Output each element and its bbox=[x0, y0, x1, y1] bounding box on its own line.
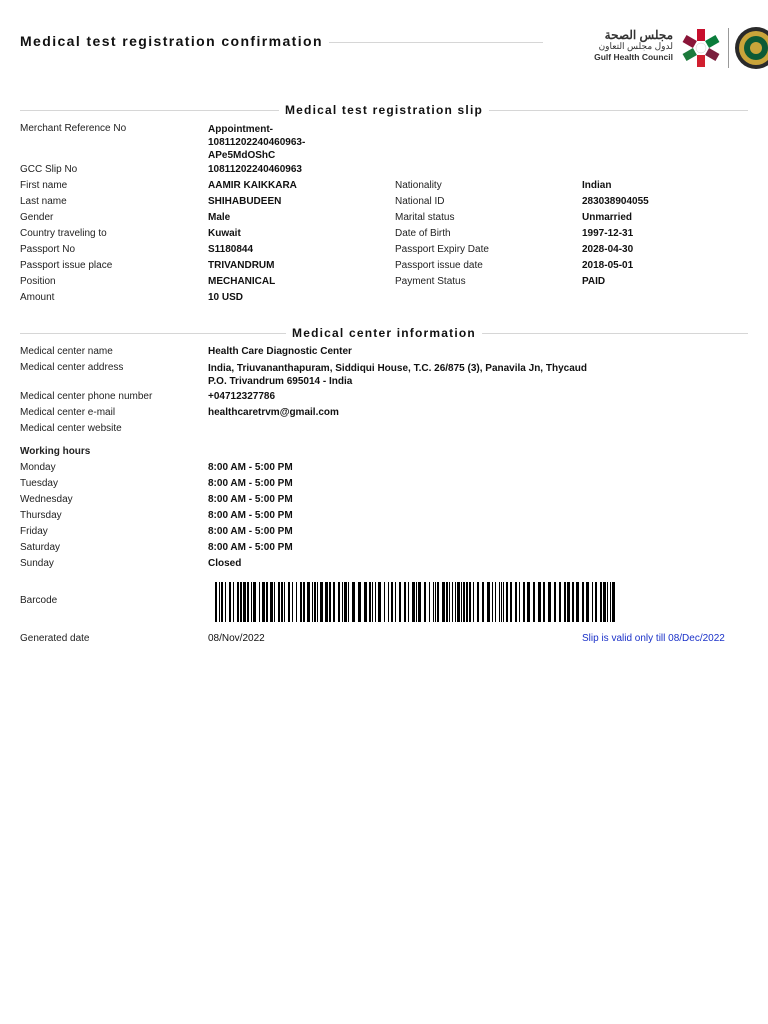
logo-text bbox=[573, 30, 673, 63]
barcode-bar bbox=[429, 582, 430, 622]
barcode-bar bbox=[487, 582, 490, 622]
gcc-slip-label: GCC Slip No bbox=[20, 164, 78, 175]
barcode-bar bbox=[501, 582, 502, 622]
barcode-bar bbox=[388, 582, 389, 622]
barcode-bar bbox=[418, 582, 421, 622]
day-label: Saturday bbox=[20, 542, 61, 553]
passport-no-label: Passport No bbox=[20, 244, 76, 255]
marital-status-value: Unmarried bbox=[582, 212, 633, 223]
barcode-bar bbox=[369, 582, 371, 622]
barcode-bar bbox=[251, 582, 252, 622]
barcode-bar bbox=[259, 582, 260, 622]
barcode-bar bbox=[533, 582, 535, 622]
row-day bbox=[20, 558, 748, 574]
barcode-bar bbox=[612, 582, 615, 622]
row-day bbox=[20, 542, 748, 558]
row-day bbox=[20, 478, 748, 494]
barcode-bar bbox=[473, 582, 474, 622]
barcode-bar bbox=[466, 582, 468, 622]
barcode-bar bbox=[600, 582, 602, 622]
barcode-image bbox=[215, 582, 615, 622]
row-day bbox=[20, 526, 748, 542]
row-center-name bbox=[20, 346, 748, 362]
gulf-health-council-logo bbox=[548, 22, 748, 72]
last-name-value: SHIHABUDEEN bbox=[208, 196, 282, 207]
day-label: Sunday bbox=[20, 558, 54, 569]
generated-date-value: 08/Nov/2022 bbox=[208, 633, 265, 644]
day-label: Friday bbox=[20, 526, 48, 537]
day-hours: 8:00 AM - 5:00 PM bbox=[208, 542, 293, 553]
barcode-bar bbox=[253, 582, 256, 622]
center-name-value: Health Care Diagnostic Center bbox=[208, 346, 352, 357]
payment-status-value: PAID bbox=[582, 276, 606, 287]
barcode-bar bbox=[495, 582, 496, 622]
barcode-bar bbox=[506, 582, 508, 622]
day-hours: 8:00 AM - 5:00 PM bbox=[208, 526, 293, 537]
row-center-website bbox=[20, 423, 748, 439]
barcode-bar bbox=[477, 582, 479, 622]
passport-issue-date-label: Passport issue date bbox=[395, 260, 483, 271]
barcode-bar bbox=[572, 582, 574, 622]
barcode-bar bbox=[284, 582, 285, 622]
barcode-bar bbox=[296, 582, 297, 622]
center-email-label: Medical center e-mail bbox=[20, 407, 116, 418]
barcode-bar bbox=[292, 582, 293, 622]
barcode-bar bbox=[457, 582, 460, 622]
barcode-bar bbox=[399, 582, 401, 622]
nationality-label: Nationality bbox=[395, 180, 442, 191]
row-last-name bbox=[20, 196, 748, 212]
barcode-bar bbox=[510, 582, 512, 622]
barcode-bar bbox=[221, 582, 223, 622]
barcode-bar bbox=[372, 582, 373, 622]
barcode-bar bbox=[554, 582, 556, 622]
barcode-bar bbox=[378, 582, 381, 622]
barcode-bar bbox=[610, 582, 611, 622]
row-center-address bbox=[20, 362, 748, 390]
barcode-bar bbox=[384, 582, 385, 622]
row-day bbox=[20, 462, 748, 478]
row-center-email bbox=[20, 407, 748, 423]
row-country bbox=[20, 228, 748, 244]
barcode-bar bbox=[344, 582, 347, 622]
barcode-bar bbox=[278, 582, 280, 622]
barcode-bar bbox=[442, 582, 445, 622]
barcode-bar bbox=[452, 582, 453, 622]
amount-value: 10 USD bbox=[208, 292, 244, 303]
marital-status-label: Marital status bbox=[395, 212, 455, 223]
barcode-bar bbox=[595, 582, 597, 622]
passport-issue-date-value: 2018-05-01 bbox=[582, 260, 634, 271]
barcode-bar bbox=[424, 582, 426, 622]
barcode-bar bbox=[348, 582, 349, 622]
barcode-bar bbox=[312, 582, 313, 622]
row-merchant-ref bbox=[20, 123, 748, 163]
barcode-bar bbox=[469, 582, 471, 622]
logo-arabic-line1: مجلس الصحة bbox=[604, 28, 673, 42]
day-label: Wednesday bbox=[20, 494, 73, 505]
row-day bbox=[20, 494, 748, 510]
barcode-bar bbox=[515, 582, 517, 622]
barcode-bar bbox=[243, 582, 246, 622]
barcode-bar bbox=[449, 582, 450, 622]
barcode-bar bbox=[416, 582, 417, 622]
page-header bbox=[20, 22, 748, 72]
center-phone-value: +04712327786 bbox=[208, 391, 276, 402]
row-position bbox=[20, 276, 748, 292]
passport-expiry-value: 2028-04-30 bbox=[582, 244, 634, 255]
barcode-bar bbox=[237, 582, 239, 622]
working-hours-label: Working hours bbox=[20, 446, 91, 457]
last-name-label: Last name bbox=[20, 196, 67, 207]
barcode-bar bbox=[455, 582, 456, 622]
barcode-bar bbox=[492, 582, 493, 622]
barcode-bar bbox=[270, 582, 273, 622]
barcode-bar bbox=[603, 582, 606, 622]
barcode-bar bbox=[499, 582, 500, 622]
position-label: Position bbox=[20, 276, 56, 287]
barcode-bar bbox=[391, 582, 393, 622]
barcode-bar bbox=[519, 582, 520, 622]
passport-place-value: TRIVANDRUM bbox=[208, 260, 275, 271]
barcode-bar bbox=[538, 582, 541, 622]
center-address-value: India, Triuvananthapuram, Siddiqui House, T.C. 26/875 (3), Panavila Jn, Thycaud P.O. Trivandrum 695014 - India bbox=[208, 363, 587, 387]
barcode-bar bbox=[412, 582, 415, 622]
national-id-value: 283038904055 bbox=[582, 196, 649, 207]
barcode-bar bbox=[247, 582, 249, 622]
logo-arabic-line2: لدول مجلس التعاون bbox=[598, 41, 673, 51]
barcode-bar bbox=[435, 582, 436, 622]
country-value: Kuwait bbox=[208, 228, 241, 239]
center-section-title: Medical center information bbox=[286, 326, 482, 340]
barcode-bar bbox=[548, 582, 551, 622]
barcode-bar bbox=[266, 582, 268, 622]
barcode-bar bbox=[215, 582, 217, 622]
slip-section-title: Medical test registration slip bbox=[279, 103, 489, 117]
day-hours: 8:00 AM - 5:00 PM bbox=[208, 462, 293, 473]
barcode-bar bbox=[395, 582, 396, 622]
merchant-ref-value: Appointment-10811202240460963-APe5MdOShC bbox=[208, 124, 306, 161]
barcode-bar bbox=[586, 582, 589, 622]
position-value: MECHANICAL bbox=[208, 276, 276, 287]
barcode-bar bbox=[320, 582, 323, 622]
barcode-bar bbox=[559, 582, 561, 622]
barcode-bar bbox=[503, 582, 504, 622]
day-label: Tuesday bbox=[20, 478, 58, 489]
dob-value: 1997-12-31 bbox=[582, 228, 634, 239]
barcode-bar bbox=[404, 582, 406, 622]
barcode-bar bbox=[333, 582, 335, 622]
center-name-label: Medical center name bbox=[20, 346, 113, 357]
center-website-label: Medical center website bbox=[20, 423, 122, 434]
barcode-bar bbox=[303, 582, 305, 622]
day-hours: 8:00 AM - 5:00 PM bbox=[208, 510, 293, 521]
amount-label: Amount bbox=[20, 292, 55, 303]
center-section-header bbox=[20, 326, 748, 340]
gcc-slip-value: 10811202240460963 bbox=[208, 164, 302, 175]
barcode-bar bbox=[564, 582, 566, 622]
barcode-bar bbox=[314, 582, 316, 622]
day-hours: 8:00 AM - 5:00 PM bbox=[208, 494, 293, 505]
generated-date-label: Generated date bbox=[20, 633, 90, 644]
barcode-bar bbox=[463, 582, 465, 622]
barcode-bar bbox=[375, 582, 376, 622]
barcode-bar bbox=[288, 582, 290, 622]
barcode-bar bbox=[262, 582, 265, 622]
barcode-bar bbox=[342, 582, 343, 622]
row-generated-date bbox=[20, 633, 748, 649]
dob-label: Date of Birth bbox=[395, 228, 451, 239]
barcode-bar bbox=[523, 582, 525, 622]
barcode-bar bbox=[592, 582, 593, 622]
barcode-bar bbox=[329, 582, 331, 622]
barcode-bar bbox=[233, 582, 234, 622]
barcode-bar bbox=[325, 582, 328, 622]
barcode-bar bbox=[240, 582, 242, 622]
passport-place-label: Passport issue place bbox=[20, 260, 113, 271]
barcode-bar bbox=[437, 582, 439, 622]
row-working-hours-heading bbox=[20, 446, 748, 462]
row-gender bbox=[20, 212, 748, 228]
national-id-label: National ID bbox=[395, 196, 445, 207]
gcc-seal-icon bbox=[734, 26, 768, 70]
passport-expiry-label: Passport Expiry Date bbox=[395, 244, 489, 255]
center-phone-label: Medical center phone number bbox=[20, 391, 153, 402]
passport-no-value: S1180844 bbox=[208, 244, 254, 255]
row-center-phone bbox=[20, 391, 748, 407]
barcode-bar bbox=[219, 582, 220, 622]
day-hours: Closed bbox=[208, 558, 242, 569]
validity-note: Slip is valid only till 08/Dec/2022 bbox=[582, 633, 725, 644]
barcode-bar bbox=[338, 582, 340, 622]
row-day bbox=[20, 510, 748, 526]
slip-section-header bbox=[20, 103, 748, 117]
logo-separator bbox=[728, 28, 729, 68]
day-label: Monday bbox=[20, 462, 56, 473]
barcode-bar bbox=[364, 582, 367, 622]
barcode-bar bbox=[300, 582, 302, 622]
logo-english: Gulf Health Council bbox=[594, 52, 673, 62]
barcode-bar bbox=[317, 582, 318, 622]
gcc-flags-emblem-icon bbox=[680, 27, 722, 69]
barcode-bar bbox=[274, 582, 275, 622]
country-label: Country traveling to bbox=[20, 228, 107, 239]
barcode-bar bbox=[527, 582, 530, 622]
barcode-bar bbox=[229, 582, 231, 622]
row-first-name bbox=[20, 180, 748, 196]
row-passport-place bbox=[20, 260, 748, 276]
barcode-bar bbox=[461, 582, 462, 622]
first-name-value: AAMIR KAIKKARA bbox=[208, 180, 297, 191]
page-title: Medical test registration confirmation bbox=[20, 33, 329, 49]
row-gcc-slip bbox=[20, 164, 748, 180]
barcode-bar bbox=[543, 582, 545, 622]
barcode-bar bbox=[307, 582, 310, 622]
gender-label: Gender bbox=[20, 212, 54, 223]
barcode-bar bbox=[482, 582, 484, 622]
first-name-label: First name bbox=[20, 180, 68, 191]
merchant-ref-label: Merchant Reference No bbox=[20, 123, 127, 134]
payment-status-label: Payment Status bbox=[395, 276, 466, 287]
barcode-bar bbox=[567, 582, 570, 622]
row-passport-no bbox=[20, 244, 748, 260]
row-amount bbox=[20, 292, 748, 308]
center-email-value: healthcaretrvm@gmail.com bbox=[208, 407, 339, 418]
barcode-bar bbox=[607, 582, 608, 622]
barcode-bar bbox=[576, 582, 579, 622]
barcode-bar bbox=[281, 582, 283, 622]
barcode-bar bbox=[225, 582, 226, 622]
barcode-bar bbox=[358, 582, 361, 622]
day-label: Thursday bbox=[20, 510, 62, 521]
barcode-bar bbox=[433, 582, 434, 622]
barcode-bar bbox=[352, 582, 355, 622]
barcode-bar bbox=[446, 582, 448, 622]
barcode-bar bbox=[582, 582, 584, 622]
barcode-label: Barcode bbox=[20, 595, 58, 606]
day-hours: 8:00 AM - 5:00 PM bbox=[208, 478, 293, 489]
barcode-bar bbox=[408, 582, 409, 622]
gender-value: Male bbox=[208, 212, 231, 223]
center-address-label: Medical center address bbox=[20, 362, 124, 373]
nationality-value: Indian bbox=[582, 180, 612, 191]
